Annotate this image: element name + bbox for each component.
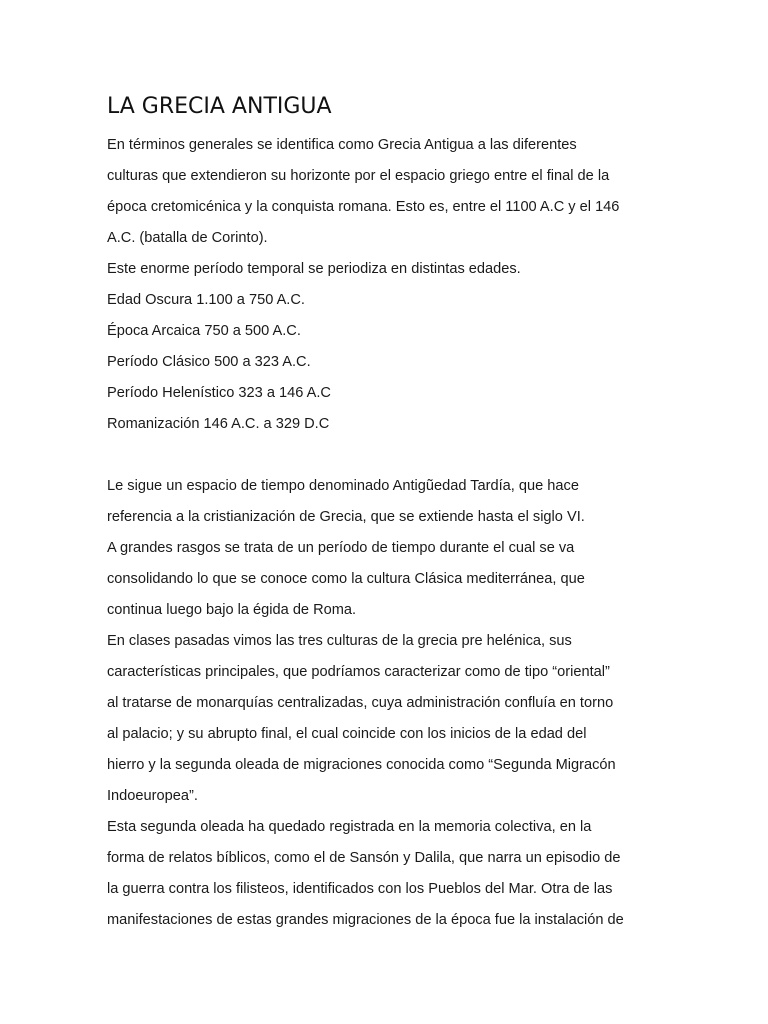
- period-item: Período Helenístico 323 a 146 A.C: [107, 385, 331, 401]
- text-line: En términos generales se identifica como Grecia Antigua a las diferentes: [107, 137, 577, 153]
- period-item: Romanización 146 A.C. a 329 D.C: [107, 416, 330, 432]
- document-title: LA GRECIA ANTIGUA: [107, 94, 332, 119]
- blank-line: [107, 440, 667, 471]
- text-line: al palacio; y su abrupto final, el cual coincide con los inicios de la edad del: [107, 726, 587, 742]
- period-item: Edad Oscura 1.100 a 750 A.C.: [107, 292, 305, 308]
- text-line: hierro y la segunda oleada de migraciones conocida como “Segunda Migracón: [107, 757, 616, 773]
- text-line: época cretomicénica y la conquista romana. Esto es, entre el 1100 A.C y el 146: [107, 199, 620, 215]
- document-body: [107, 130, 667, 936]
- text-line: referencia a la cristianización de Grecia, que se extiende hasta el siglo VI.: [107, 509, 585, 525]
- text-line: Esta segunda oleada ha quedado registrada en la memoria colectiva, en la: [107, 819, 592, 835]
- text-line: manifestaciones de estas grandes migraciones de la época fue la instalación de: [107, 912, 624, 928]
- text-line: la guerra contra los filisteos, identificados con los Pueblos del Mar. Otra de las: [107, 881, 613, 897]
- text-line: Este enorme período temporal se periodiza en distintas edades.: [107, 261, 521, 277]
- text-line: forma de relatos bíblicos, como el de Sansón y Dalila, que narra un episodio de: [107, 850, 621, 866]
- text-line: características principales, que podríamos caracterizar como de tipo “oriental”: [107, 664, 610, 680]
- text-line: A grandes rasgos se trata de un período de tiempo durante el cual se va: [107, 540, 575, 556]
- text-line: al tratarse de monarquías centralizadas, cuya administración confluía en torno: [107, 695, 614, 711]
- text-line: culturas que extendieron su horizonte por el espacio griego entre el final de la: [107, 168, 610, 184]
- text-line: A.C. (batalla de Corinto).: [107, 230, 268, 246]
- period-item: Período Clásico 500 a 323 A.C.: [107, 354, 311, 370]
- text-line: consolidando lo que se conoce como la cultura Clásica mediterránea, que: [107, 571, 585, 587]
- text-line: Indoeuropea”.: [107, 788, 198, 804]
- text-line: En clases pasadas vimos las tres culturas de la grecia pre helénica, sus: [107, 633, 572, 649]
- text-line: Le sigue un espacio de tiempo denominado Antigũedad Tardía, que hace: [107, 478, 579, 494]
- text-line: continua luego bajo la égida de Roma.: [107, 602, 357, 618]
- period-item: Época Arcaica 750 a 500 A.C.: [107, 323, 301, 339]
